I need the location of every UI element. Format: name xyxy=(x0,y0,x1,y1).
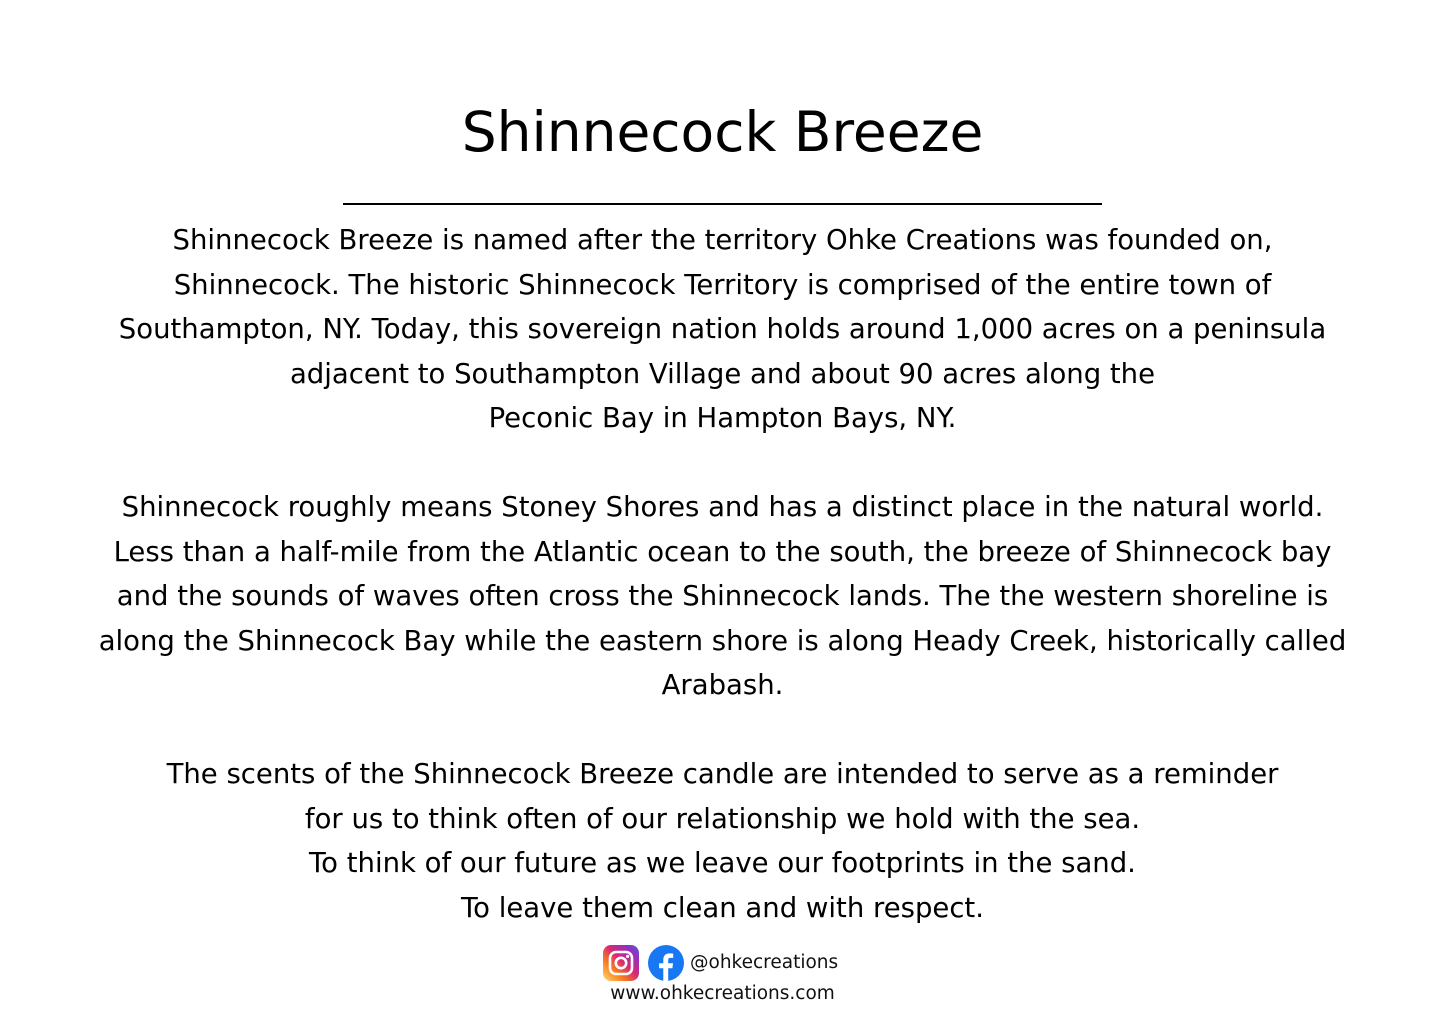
paragraph-meaning xyxy=(0,485,1445,708)
page-title: Shinnecock Breeze xyxy=(461,100,984,164)
paragraph-line: Shinnecock roughly means Stoney Shores and has a distinct place in the natural world. xyxy=(121,491,1324,523)
paragraph-line: Less than a half-mile from the Atlantic ocean to the south, the breeze of Shinnecock bay xyxy=(113,535,1332,568)
paragraph-line: To think of our future as we leave our footprints in the sand. xyxy=(309,847,1136,879)
paragraph-candle xyxy=(0,752,1445,930)
social-handle[interactable]: @ohkecreations xyxy=(690,952,839,973)
paragraph-line: adjacent to Southampton Village and about 90 acres along the xyxy=(289,357,1156,390)
paragraph-line: for us to think often of our relationship we hold with the sea. xyxy=(304,802,1141,835)
website-link[interactable]: www.ohkecreations.com xyxy=(610,983,835,1004)
paragraph-line: Peconic Bay in Hampton Bays, NY. xyxy=(488,402,957,434)
paragraph-line: Shinnecock. The historic Shinnecock Territory is comprised of the entire town of xyxy=(173,268,1272,301)
paragraph-line: To leave them clean and with respect. xyxy=(461,891,984,924)
paragraph-line: Southampton, NY. Today, this sovereign nation holds around 1,000 acres on a peninsula xyxy=(118,313,1327,345)
paragraph-line: Arabash. xyxy=(661,669,784,701)
title-divider xyxy=(343,203,1102,205)
paragraph-territory xyxy=(0,218,1445,441)
facebook-icon[interactable] xyxy=(648,945,684,981)
instagram-icon[interactable] xyxy=(603,945,639,981)
paragraph-line: The scents of the Shinnecock Breeze candle are intended to serve as a reminder xyxy=(166,758,1279,790)
social-links xyxy=(603,944,838,982)
paragraph-line: along the Shinnecock Bay while the eastern shore is along Heady Creek, historically called xyxy=(98,624,1347,657)
paragraph-line: Shinnecock Breeze is named after the territory Ohke Creations was founded on, xyxy=(172,224,1273,256)
paragraph-line: and the sounds of waves often cross the Shinnecock lands. The the western shoreline is xyxy=(116,580,1329,612)
description-body xyxy=(0,218,1445,930)
